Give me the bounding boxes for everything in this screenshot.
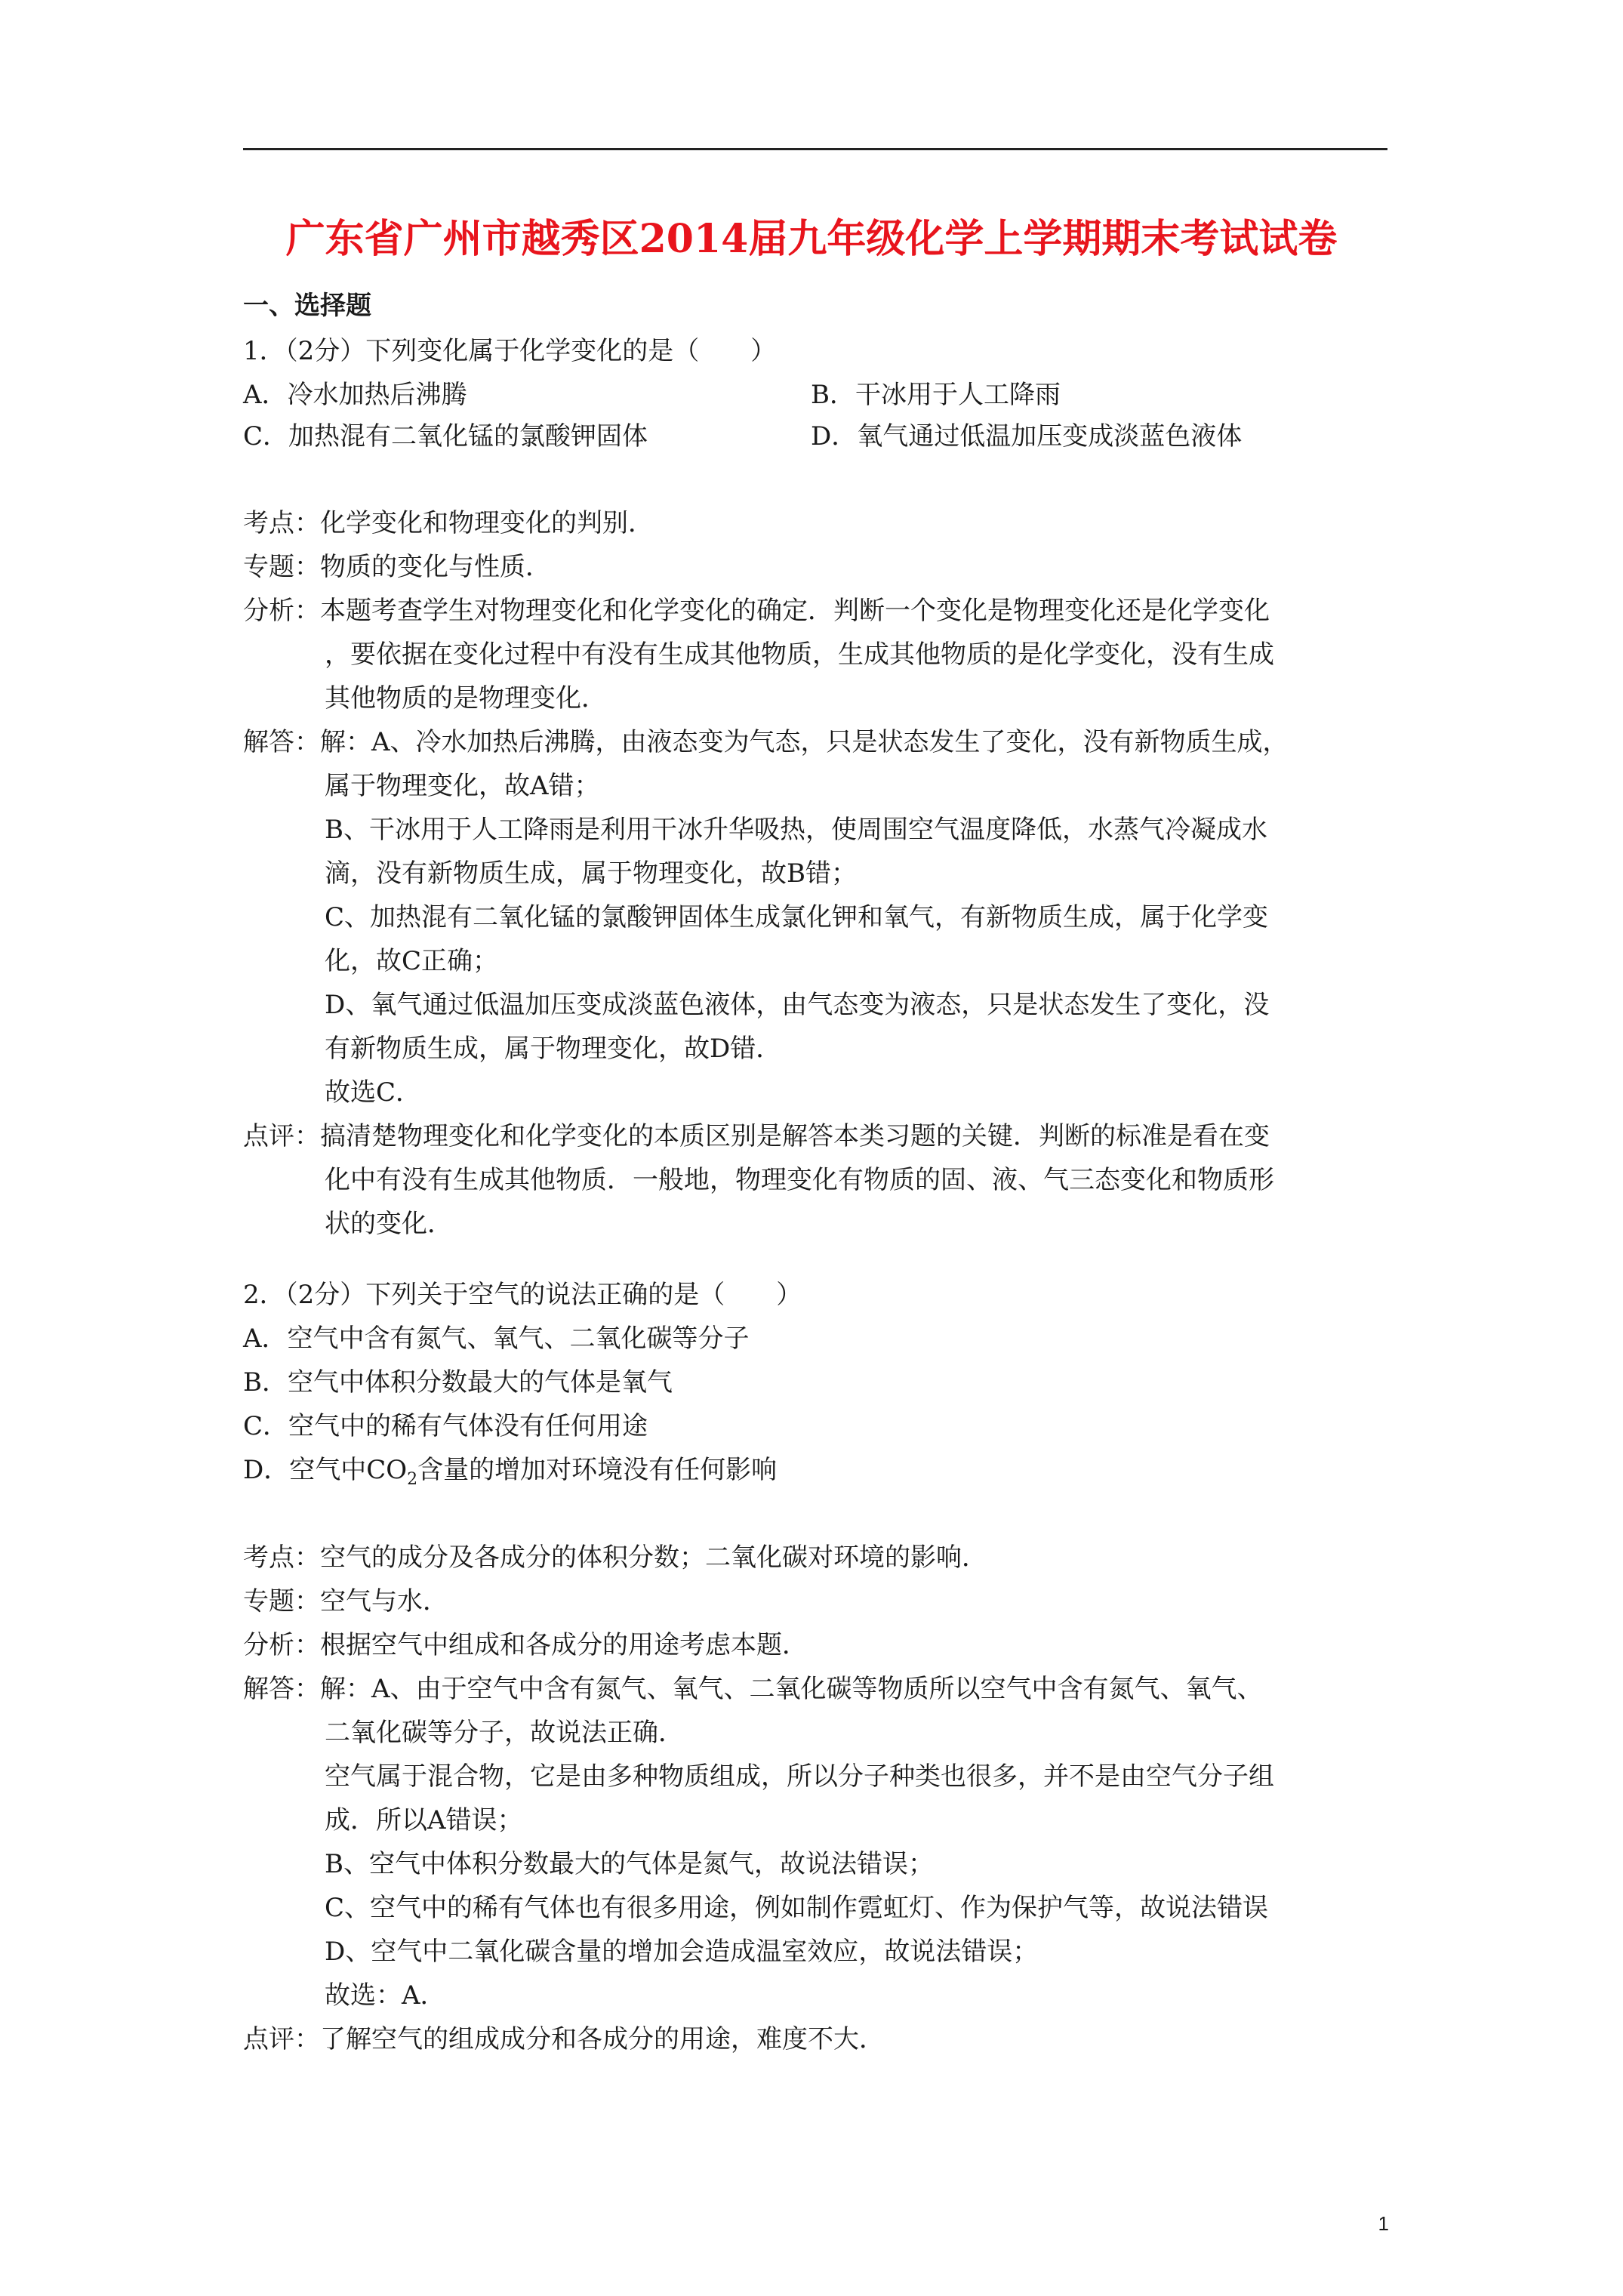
fenxi-line: 其他物质的是物理变化． (325, 683, 607, 713)
jieda-line: 故选：A． (325, 1980, 446, 2011)
jieda-line: 成．所以A错误； (325, 1805, 523, 1835)
zhuanti: 专题：空气与水． (243, 1586, 448, 1616)
jieda-line: D、氧气通过低温加压变成淡蓝色液体，由气态变为液态，只是状态发生了变化，没 (325, 990, 1270, 1020)
jieda-line: C、空气中的稀有气体也有很多用途，例如制作霓虹灯、作为保护气等，故说法错误 (325, 1893, 1269, 1923)
option-d: D．氧气通过低温加压变成淡蓝色液体 (811, 421, 1243, 451)
option-c: C．加热混有二氧化锰的氯酸钾固体 (243, 421, 648, 451)
option-d (243, 1451, 777, 1489)
jieda-line: C、加热混有二氧化锰的氯酸钾固体生成氯化钾和氧气，有新物质生成，属于化学变 (325, 902, 1269, 932)
fenxi-line: ，要依据在变化过程中有没有生成其他物质，生成其他物质的是化学变化，没有生成 (325, 639, 1274, 670)
dianping-line: 化中有没有生成其他物质．一般地，物理变化有物质的固、液、气三态变化和物质形 (325, 1165, 1274, 1195)
jieda-line: 属于物理变化，故A错； (325, 771, 600, 801)
jieda-line: 化，故C正确； (325, 946, 499, 976)
jieda-line: 故选C． (325, 1077, 422, 1108)
option-b: B．空气中体积分数最大的气体是氧气 (243, 1367, 673, 1398)
option-d-text: 含量的增加对环境没有任何影响 (417, 1455, 778, 1485)
question-stem: 2．（2分）下列关于空气的说法正确的是（ ） (243, 1280, 802, 1310)
zhuanti: 专题：物质的变化与性质． (243, 552, 551, 582)
dianping-line: 点评：搞清楚物理变化和化学变化的本质区别是解答本类习题的关键．判断的标准是看在变 (243, 1121, 1270, 1151)
kaodian: 考点：空气的成分及各成分的体积分数；二氧化碳对环境的影响． (243, 1542, 987, 1573)
option-a: A．冷水加热后沸腾 (243, 380, 467, 410)
page-number: 1 (1378, 2212, 1389, 2235)
jieda-line: D、空气中二氧化碳含量的增加会造成温室效应，故说法错误； (325, 1937, 1039, 1967)
jieda-line: 二氧化碳等分子，故说法正确． (325, 1718, 684, 1748)
kaodian: 考点：化学变化和物理变化的判别． (243, 508, 654, 538)
document-title: 广东省广州市越秀区2014届九年级化学上学期期末考试试卷 (285, 216, 1338, 262)
jieda-line: 滴，没有新物质生成，属于物理变化，故B错； (325, 858, 857, 889)
header-rule (243, 148, 1387, 150)
option-d-text: D．空气中CO (243, 1455, 408, 1485)
co2-subscript: 2 (407, 1469, 418, 1489)
section-heading: 一、选择题 (243, 291, 371, 321)
jieda-line: 解答：解：A、冷水加热后沸腾，由液态变为气态，只是状态发生了变化，没有新物质生成， (243, 727, 1289, 757)
jieda-line: 空气属于混合物，它是由多种物质组成，所以分子种类也很多，并不是由空气分子组 (325, 1761, 1274, 1792)
dianping-line: 状的变化． (325, 1209, 453, 1239)
dianping: 点评：了解空气的组成成分和各成分的用途，难度不大． (243, 2024, 885, 2054)
question-stem: 1．（2分）下列变化属于化学变化的是（ ） (243, 336, 777, 366)
option-c: C．空气中的稀有气体没有任何用途 (243, 1411, 648, 1441)
option-b: B．干冰用于人工降雨 (811, 380, 1061, 410)
jieda-line: 解答：解：A、由于空气中含有氮气、氧气、二氧化碳等物质所以空气中含有氮气、氧气、 (243, 1674, 1263, 1704)
jieda-line: 有新物质生成，属于物理变化，故D错． (325, 1034, 782, 1064)
jieda-line: B、空气中体积分数最大的气体是氮气，故说法错误； (325, 1849, 934, 1879)
jieda-line: B、干冰用于人工降雨是利用干冰升华吸热，使周围空气温度降低，水蒸气冷凝成水 (325, 815, 1267, 845)
fenxi-line: 分析：本题考查学生对物理变化和化学变化的确定．判断一个变化是物理变化还是化学变化 (243, 596, 1270, 626)
fenxi: 分析：根据空气中组成和各成分的用途考虑本题． (243, 1630, 808, 1660)
option-a: A．空气中含有氮气、氧气、二氧化碳等分子 (243, 1324, 750, 1354)
